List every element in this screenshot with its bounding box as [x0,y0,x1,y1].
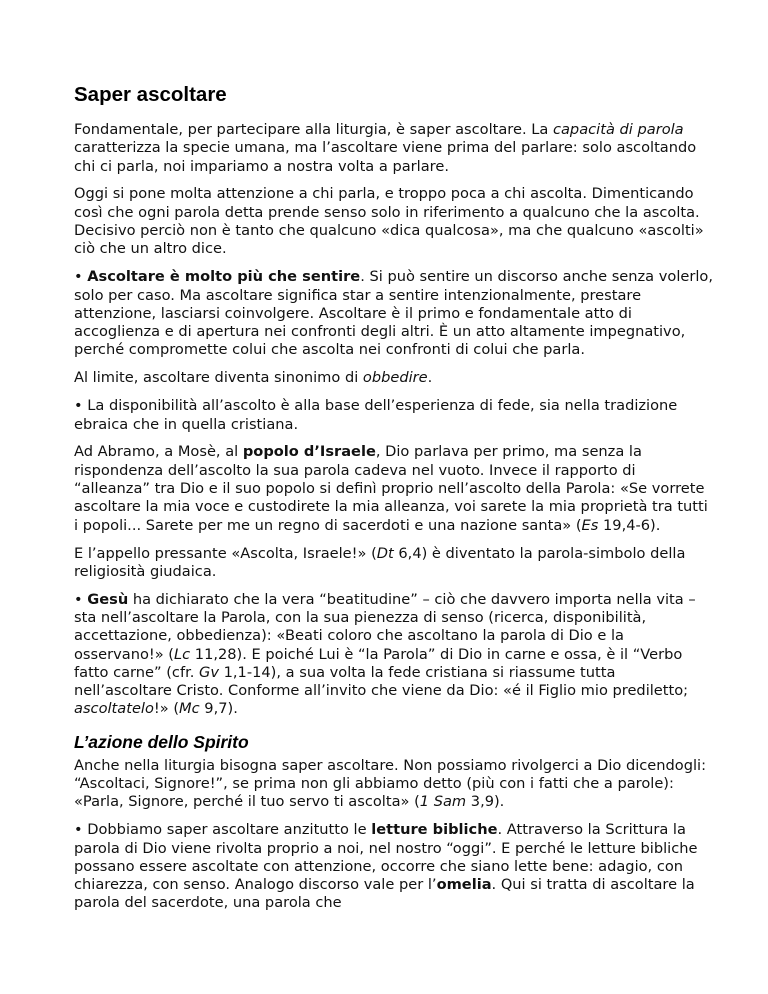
paragraph-intro: Fondamentale, per partecipare alla liturgia, è saper ascoltare. La capacità di parola caratterizza la specie umana, ma l’ascoltare viene prima del parlare: solo ascoltando chi ci parla, noi impariamo a nostra volta a parlare. [74,121,697,175]
italic-word: obbedire [362,369,428,387]
bullet: • [74,590,88,608]
bible-reference: Mc [179,700,200,718]
bible-reference: Gv [199,663,219,681]
bible-reference: Es [581,516,599,534]
bible-reference: 1 Sam [419,793,467,811]
bold-phrase: letture bibliche [371,821,498,839]
bible-reference: Dt [376,544,394,562]
bible-reference: Lc [173,645,191,663]
paragraph-obbedire: Al limite, ascoltare diventa sinonimo di obbedire. [74,369,433,387]
bold-word: omelia [436,876,492,894]
italic-phrase: capacità di parola [552,121,684,138]
bold-phrase: popolo d’Israele [242,443,376,461]
paragraph-ascoltare-sentire: • Ascoltare è molto più che sentire. Si può sentire un discorso anche senza volerlo, solo per caso. Ma ascoltare significa star a sentire intenzionalmente, prestare attenzione, lasciarsi coinvolgere. Ascoltare è il primo e fondamentale atto di accoglienza e di apertura nei confronti degli altri. È un atto altamente impegnativo, perché compromette colui che ascolta nei confronti di colui che parla. [74,268,713,359]
bold-phrase: Gesù [87,590,129,608]
section-heading: L’azione dello Spirito [74,731,249,752]
italic-word: ascoltatelo [74,700,154,718]
paragraph-israele: Ad Abramo, a Mosè, al popolo d’Israele, Dio parlava per primo, ma senza la rispondenza dell’ascolto la sua parola cadeva nel vuoto. Invece il rapporto di “alleanza” tra Dio e il suo popolo si definì proprio nell’ascolto della Parola: «Se vorrete ascoltare la mia voce e custodirete la mia alleanza, voi sarete la mia proprietà tra tutti i popoli... Sarete per me un regno di sacerdoti e una nazione santa» (Es 19,4-6). [74,443,708,534]
paragraph-liturgia: Anche nella liturgia bisogna saper ascoltare. Non possiamo rivolgerci a Dio dicendogli: “Ascoltaci, Signore!”, se prima non gli abbiamo detto (più con i fatti che a parole): «Parla, Signore, perché il tuo servo ti ascolta» (1 Sam 3,9). [74,756,707,811]
paragraph-ascolta-israele: E l’appello pressante «Ascolta, Israele!» (Dt 6,4) è diventato la parola-simbolo della religiosità giudaica. [74,544,686,580]
paragraph-disponibilita: • La disponibilità all’ascolto è alla base dell’esperienza di fede, sia nella tradizione ebraica che in quella cristiana. [74,397,678,433]
document-body [74,82,714,922]
paragraph-letture: • Dobbiamo saper ascoltare anzitutto le letture bibliche. Attraverso la Scrittura la parola di Dio viene rivolta proprio a noi, nel nostro “oggi”. E perché le letture bibliche possano essere ascoltate con attenzione, occorre che siano lette bene: adagio, con chiarezza, con senso. Analogo discorso vale per l’omelia. Qui si tratta di ascoltare la parola del sacerdote, una parola che [74,821,698,912]
paragraph-attention: Oggi si pone molta attenzione a chi parla, e troppo poca a chi ascolta. Dimenticando così che ogni parola detta prende senso solo in riferimento a qualcuno che la ascolta. Decisivo perciò non è tanto che qualcuno «dica qualcosa», ma che qualcuno «ascolti» ciò che un altro dice. [74,185,704,258]
bullet: • [74,268,88,286]
bold-phrase: Ascoltare è molto più che sentire [87,268,361,286]
paragraph-gesu: • Gesù ha dichiarato che la vera “beatitudine” – ciò che davvero importa nella vita – sta nell’ascoltare la Parola, con la sua pienezza di senso (ricerca, disponibilità, accettazione, obbedienza): «Beati coloro che ascoltano la parola di Dio e la osservano!» (Lc 11,28). E poiché Lui è “la Parola” di Dio in carne e ossa, è il “Verbo fatto carne” (cfr. Gv 1,1-14), a sua volta la fede cristiana si riassume tutta nell’ascoltare Cristo. Conforme all’invito che viene da Dio: «é il Figlio mio prediletto; ascoltatelo!» (Mc 9,7). [74,590,696,718]
page-title: Saper ascoltare [74,83,227,106]
